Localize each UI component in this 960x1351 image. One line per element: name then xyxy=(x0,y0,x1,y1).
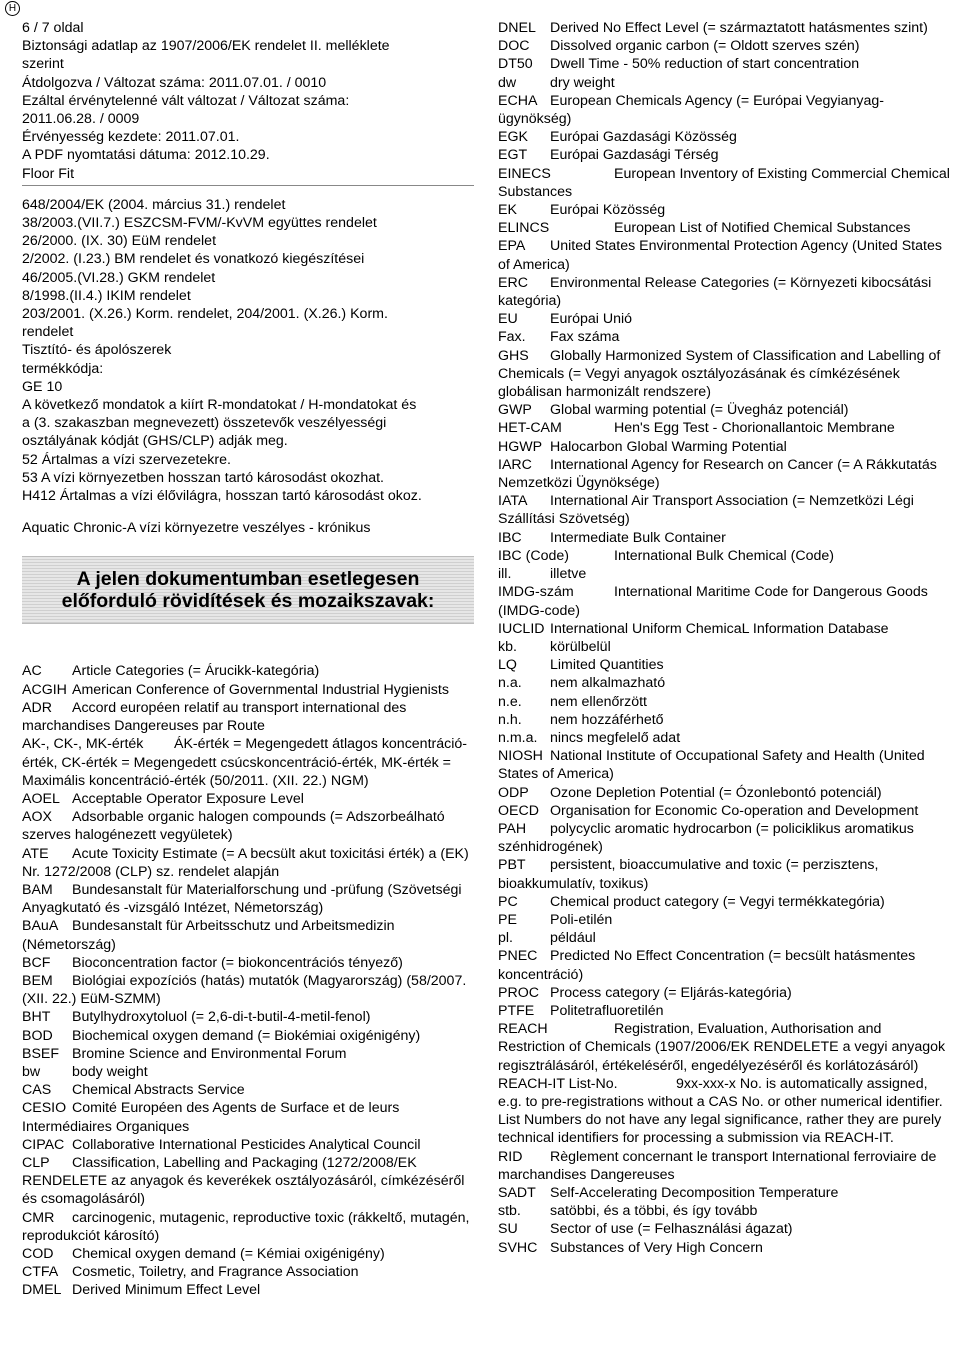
abbreviation-entry xyxy=(498,274,950,310)
abbreviation-definition: Self-Accelerating Decomposition Temperature xyxy=(550,1185,839,1201)
abbreviation-term: PROC xyxy=(498,984,539,1001)
abbreviation-term: n.h. xyxy=(498,711,522,728)
abbreviation-entry xyxy=(22,790,474,808)
abbreviation-definition: Adsorbable organic halogen compounds (= Adszorbeálható szerves halogénezett vegyületek) xyxy=(22,809,445,844)
abbreviation-definition: Process category (= Eljárás-kategória) xyxy=(550,984,792,1001)
abbreviation-term: BEM xyxy=(22,972,53,989)
abbreviation-term: DMEL xyxy=(22,1282,62,1299)
abbreviation-entry xyxy=(498,947,950,983)
abbreviation-definition: National Institute of Occupational Safety and Health (United States of America) xyxy=(498,748,925,783)
abbreviation-entry xyxy=(498,128,950,146)
abbreviation-entry xyxy=(498,984,950,1002)
regulation-line: 648/2004/EK (2004. március 31.) rendelet xyxy=(22,196,286,213)
abbreviation-entry xyxy=(22,808,474,844)
abbreviation-entry xyxy=(498,620,950,638)
abbreviation-term: RID xyxy=(498,1148,523,1165)
abbreviation-term: BAuA xyxy=(22,918,59,935)
abbreviation-definition: nem alkalmazható xyxy=(550,675,666,692)
abbreviation-term: CLP xyxy=(22,1154,50,1171)
abbreviation-entry xyxy=(498,146,950,164)
abbreviation-term: HET-CAM xyxy=(498,420,562,437)
product-code-value: GE 10 xyxy=(22,378,63,395)
abbreviation-entry xyxy=(498,638,950,656)
regulation-line: 46/2005.(VI.28.) GKM rendelet xyxy=(22,269,216,286)
abbreviation-entry xyxy=(22,662,474,680)
regulation-line: 8/1998.(II.4.) IKIM rendelet xyxy=(22,287,191,304)
abbreviation-term: BSEF xyxy=(22,1045,60,1062)
abbreviation-definition: Intermediate Bulk Container xyxy=(550,529,726,546)
abbreviation-definition: illetve xyxy=(550,566,587,583)
abbreviation-term: PC xyxy=(498,893,518,910)
abbreviation-definition: Chemical product category (= Vegyi termékkategória) xyxy=(550,893,885,910)
abbreviation-entry xyxy=(22,1008,474,1026)
abbreviation-entry xyxy=(498,856,950,892)
abbreviation-entry xyxy=(22,1136,474,1154)
abbreviation-term: stb. xyxy=(498,1203,521,1220)
abbreviation-term: pl. xyxy=(498,930,513,947)
abbreviation-entry xyxy=(22,972,474,1008)
left-column xyxy=(22,19,474,1300)
abbreviation-definition: Global warming potential (= Üvegház potenciál) xyxy=(550,402,849,419)
abbreviation-term: ill. xyxy=(498,566,512,583)
abbreviation-list-left xyxy=(22,662,474,1299)
abbreviation-definition: Substances of Very High Concern xyxy=(550,1239,763,1256)
abbreviation-term: kb. xyxy=(498,638,517,655)
abbreviation-term: IBC (Code) xyxy=(498,547,569,564)
abbreviation-term: DT50 xyxy=(498,56,533,73)
abbreviation-entry xyxy=(498,328,950,346)
header-line: szerint xyxy=(22,56,64,73)
abbreviation-entry xyxy=(22,845,474,881)
abbreviation-term: EGK xyxy=(498,129,528,146)
abbreviation-definition: Environmental Release Categories (= Környezeti kibocsátási kategória) xyxy=(498,274,932,310)
abbreviation-term: ELINCS xyxy=(498,220,550,237)
phrases-note: osztályának kódját (GHS/CLP) adják meg. xyxy=(22,433,288,450)
abbreviation-entry xyxy=(498,310,950,328)
header-line: Ezáltal érvénytelenné vált változat / Változat száma: xyxy=(22,92,350,109)
abbreviation-term: IUCLID xyxy=(498,620,545,637)
abbreviation-entry xyxy=(22,1099,474,1135)
abbreviation-term: EPA xyxy=(498,238,526,255)
abbreviation-term: AK-, CK-, MK-érték xyxy=(22,736,144,753)
abbreviation-definition: Limited Quantities xyxy=(550,657,664,674)
abbreviation-definition: Chemical Abstracts Service xyxy=(72,1082,245,1099)
abbreviation-entry xyxy=(498,747,950,783)
abbreviation-term: EINECS xyxy=(498,165,551,182)
abbreviation-entry xyxy=(498,911,950,929)
phrases-note: a (3. szakaszban megnevezett) összetevők veszélyességi xyxy=(22,415,387,432)
abbreviation-definition: Acceptable Operator Exposure Level xyxy=(72,790,304,807)
abbreviation-entry xyxy=(498,729,950,747)
abbreviation-definition: nem hozzáférhető xyxy=(550,711,664,728)
abbreviation-definition: European List of Notified Chemical Substances xyxy=(614,220,911,237)
abbreviation-definition: International Bulk Chemical (Code) xyxy=(614,547,835,564)
abbreviation-entry xyxy=(498,929,950,947)
regulation-line: 26/2000. (IX. 30) EüM rendelet xyxy=(22,233,217,250)
abbreviation-entry xyxy=(22,881,474,917)
abbreviation-definition: nem ellenőrzött xyxy=(550,693,647,710)
abbreviation-definition: Európai Gazdasági Közösség xyxy=(550,129,737,146)
right-column xyxy=(498,19,950,1257)
abbreviation-term: HGWP xyxy=(498,438,543,455)
regulation-line: rendelet xyxy=(22,324,74,341)
abbreviation-entry xyxy=(498,74,950,92)
abbreviation-term: PE xyxy=(498,911,517,928)
abbreviation-term: IARC xyxy=(498,456,532,473)
abbreviation-entry xyxy=(498,547,950,565)
abbreviation-definition: Bundesanstalt für Materialforschung und -prüfung (Szövetségi Anyagkutató és -vizsgáló Intézet, Németország) xyxy=(22,881,462,917)
abbreviation-definition: Biológiai expozíciós (hatás) mutatók (Magyarország) (58/2007. (XII. 22.) EüM-SZMM) xyxy=(22,972,467,1008)
abbreviation-term: PAH xyxy=(498,820,527,837)
abbreviation-entry xyxy=(22,699,474,735)
abbreviation-entry xyxy=(498,711,950,729)
abbreviation-entry xyxy=(498,237,950,273)
abbreviation-definition: Fax száma xyxy=(550,329,620,346)
abbreviation-definition: body weight xyxy=(72,1063,148,1080)
header-line: Biztonsági adatlap az 1907/2006/EK rendelet II. melléklete xyxy=(22,38,390,55)
abbreviation-entry xyxy=(498,1075,950,1148)
abbreviation-definition: Bioconcentration factor (= biokoncentrációs tényező) xyxy=(72,954,403,971)
abbreviation-definition: körülbelül xyxy=(550,638,611,655)
abbreviation-term: BAM xyxy=(22,881,53,898)
abbreviation-entry xyxy=(498,1220,950,1238)
abbreviation-term: PBT xyxy=(498,857,526,874)
abbreviation-definition: Butylhydroxytoluol (= 2,6-di-t-butil-4-metil-fenol) xyxy=(72,1009,371,1026)
abbreviation-entry xyxy=(22,1154,474,1209)
phrases-note: A következő mondatok a kiírt R-mondatokat / H-mondatokat és xyxy=(22,397,417,414)
abbreviation-definition: például xyxy=(550,930,596,947)
regulation-line: 203/2001. (X.26.) Korm. rendelet, 204/2001. (X.26.) Korm. xyxy=(22,306,388,323)
regulation-line: 2/2002. (I.23.) BM rendelet és vonatkozó kiegészítései xyxy=(22,251,365,268)
abbreviation-definition: Ozone Depletion Potential (= Ózonlebontó potenciál) xyxy=(550,784,882,801)
abbreviation-definition: Derived No Effect Level (= származtatott hatásmentes szint) xyxy=(550,20,928,36)
abbreviation-term: LQ xyxy=(498,657,517,674)
abbreviation-entry xyxy=(498,219,950,237)
abbreviation-term: AOX xyxy=(22,809,52,826)
abbreviation-entry xyxy=(498,1239,950,1257)
abbreviation-entry xyxy=(498,583,950,619)
abbreviation-definition: Classification, Labelling and Packaging (1272/2008/EK RENDELETE az anyagok és keverékek osztályozásáról, címkézéséről és csomagolásáról) xyxy=(22,1154,465,1208)
abbreviation-definition: Poli-etilén xyxy=(550,911,613,928)
abbreviation-entry xyxy=(498,529,950,547)
abbreviation-definition: European Inventory of Existing Commercial Chemical Substances xyxy=(498,165,950,200)
abbreviation-term: IATA xyxy=(498,493,528,510)
abbreviation-term: CAS xyxy=(22,1082,52,1099)
header-divider xyxy=(22,185,474,186)
abbreviation-entry xyxy=(22,1045,474,1063)
abbreviation-definition: Predicted No Effect Concentration (= becsült hatásmentes koncentráció) xyxy=(498,948,916,983)
abbreviation-definition: Dwell Time - 50% reduction of start concentration xyxy=(550,56,860,73)
abbreviation-entry xyxy=(498,456,950,492)
abbreviation-term: ACGIH xyxy=(22,681,67,698)
abbreviation-term: n.e. xyxy=(498,693,522,710)
abbreviation-term: OECD xyxy=(498,802,539,819)
abbreviation-term: REACH xyxy=(498,1021,548,1038)
revision-line: Átdolgozva / Változat száma: 2011.07.01. / 0010 xyxy=(22,74,327,91)
abbreviation-term: GWP xyxy=(498,402,532,419)
abbreviation-term: AC xyxy=(22,663,42,680)
abbreviation-definition: American Conference of Governmental Industrial Hygienists xyxy=(72,681,449,698)
abbreviation-term: Fax. xyxy=(498,329,526,346)
abbreviation-definition: satöbbi, és a többi, és így tovább xyxy=(550,1203,758,1220)
abbreviation-term: ATE xyxy=(22,845,49,862)
abbreviation-definition: Accord européen relatif au transport international des marchandises Dangereuses par Route xyxy=(22,699,407,735)
abbreviation-definition: Európai Közösség xyxy=(550,202,666,219)
abbreviation-entry xyxy=(22,1209,474,1245)
abbreviation-definition: Európai Gazdasági Térség xyxy=(550,147,719,164)
abbreviation-entry xyxy=(22,954,474,972)
abbreviation-definition: Organisation for Economic Co-operation and Development xyxy=(550,802,919,819)
abbreviation-definition: Acute Toxicity Estimate (= A becsült akut toxicitási érték) a (EK) Nr. 1272/2008 (CLP) sz. rendelet alapján xyxy=(22,845,469,880)
abbreviation-entry xyxy=(498,565,950,583)
abbreviation-entry xyxy=(22,681,474,699)
abbreviation-term: CIPAC xyxy=(22,1136,65,1153)
abbreviation-term: ERC xyxy=(498,274,528,291)
abbreviation-term: PNEC xyxy=(498,948,538,965)
abbreviation-definition: Bromine Science and Environmental Forum xyxy=(72,1045,347,1062)
abbreviation-term: BHT xyxy=(22,1009,51,1026)
abbreviation-entry xyxy=(498,893,950,911)
abbreviation-entry xyxy=(22,735,474,790)
abbreviation-definition: Article Categories (= Árucikk-kategória) xyxy=(72,663,320,680)
abbreviation-definition: Európai Unió xyxy=(550,311,633,328)
abbreviation-entry xyxy=(498,92,950,128)
abbreviation-entry xyxy=(498,201,950,219)
page-number: 6 / 7 oldal xyxy=(22,20,84,36)
abbreviation-entry xyxy=(498,1184,950,1202)
abbreviation-term: BCF xyxy=(22,954,51,971)
abbreviation-definition: Biochemical oxygen demand (= Biokémiai oxigénigény) xyxy=(72,1027,421,1044)
abbreviation-entry xyxy=(498,19,950,37)
abbreviation-entry xyxy=(22,1245,474,1263)
abbreviation-definition: European Chemicals Agency (= Európai Vegyianyag-ügynökség) xyxy=(498,92,885,128)
abbreviation-definition: polycyclic aromatic hydrocarbon (= policiklikus aromatikus szénhidrogének) xyxy=(498,820,914,856)
regulations-block xyxy=(22,196,474,538)
abbreviation-entry xyxy=(498,1002,950,1020)
abbreviation-definition: Règlement concernant le transport International ferroviaire de marchandises Dangereuses xyxy=(498,1148,937,1183)
document-header xyxy=(22,19,474,183)
abbreviation-entry xyxy=(22,1263,474,1281)
abbreviation-entry xyxy=(498,37,950,55)
abbreviation-term: CTFA xyxy=(22,1264,59,1281)
product-code-label: termékkódja: xyxy=(22,360,104,377)
abbreviation-definition: Halocarbon Global Warming Potential xyxy=(550,438,787,455)
abbreviation-term: COD xyxy=(22,1245,54,1262)
abbreviation-term: REACH-IT List-No. xyxy=(498,1075,618,1092)
abbreviation-term: SU xyxy=(498,1221,518,1238)
abbreviation-definition: International Maritime Code for Dangerous Goods (IMDG-code) xyxy=(498,584,928,619)
abbreviation-definition: Derived Minimum Effect Level xyxy=(72,1282,261,1299)
abbreviation-definition: Collaborative International Pesticides Analytical Council xyxy=(72,1136,421,1153)
abbreviation-definition: carcinogenic, mutagenic, reproductive toxic (rákkeltő, mutagén, reprodukciót károsító) xyxy=(22,1209,470,1244)
abbreviation-definition: persistent, bioaccumulative and toxic (= perzisztens, bioakkumulatív, toxikus) xyxy=(498,857,879,892)
validity-line: Érvényesség kezdete: 2011.07.01. xyxy=(22,129,240,146)
abbreviation-entry xyxy=(22,1063,474,1081)
abbreviation-entry xyxy=(498,674,950,692)
abbreviation-entry xyxy=(498,1202,950,1220)
abbreviation-term: GHS xyxy=(498,347,529,364)
abbreviation-entry xyxy=(498,492,950,528)
abbreviation-term: EGT xyxy=(498,147,528,164)
abbreviation-definition: Comité Européen des Agents de Surface et de leurs Intermédiaires Organiques xyxy=(22,1100,400,1135)
aquatic-classification: Aquatic Chronic-A vízi környezetre veszélyes - krónikus xyxy=(22,520,371,537)
product-category-label: Tisztító- és ápolószerek xyxy=(22,342,172,359)
abbreviation-term: EU xyxy=(498,311,518,328)
abbreviation-term: CESIO xyxy=(22,1100,67,1117)
abbreviation-term: DNEL xyxy=(498,20,536,36)
abbreviation-definition: Bundesanstalt für Arbeitsschutz und Arbeitsmedizin (Németország) xyxy=(22,918,395,953)
abbreviation-entry xyxy=(22,1281,474,1299)
abbreviation-definition: International Agency for Research on Cancer (= A Rákkutatás Nemzetközi Ügynöksége) xyxy=(498,456,937,492)
abbreviation-definition: Chemical oxygen demand (= Kémiai oxigénigény) xyxy=(72,1245,385,1262)
abbreviation-entry xyxy=(498,802,950,820)
abbreviation-term: EK xyxy=(498,202,517,219)
abbreviation-entry xyxy=(498,820,950,856)
abbreviation-definition: Globally Harmonized System of Classification and Labelling of Chemicals (= Vegyi anyagok osztályozásának és címkézésének globálisan harmonizált rendszere) xyxy=(498,347,941,401)
abbreviation-entry xyxy=(498,693,950,711)
abbreviation-term: PTFE xyxy=(498,1002,535,1019)
abbreviation-definition: ÁK-érték = Megengedett átlagos koncentráció-érték, CK-érték = Megengedett csúcskoncentráció-érték, MK-érték = Maximális koncentráció-érték (50/2011. (XII. 22.) NGM) xyxy=(22,736,467,789)
abbreviations-heading xyxy=(22,568,474,612)
abbreviation-term: AOEL xyxy=(22,790,60,807)
abbreviation-term: BOD xyxy=(22,1027,53,1044)
abbreviation-definition: Dissolved organic carbon (= Oldott szerves szén) xyxy=(550,38,860,55)
print-date-line: A PDF nyomtatási dátuma: 2012.10.29. xyxy=(22,147,270,164)
r-phrase: 53 A vízi környezetben hosszan tartó károsodást okozhat. xyxy=(22,469,384,486)
abbreviation-definition: Politetrafluoretilén xyxy=(550,1002,664,1019)
abbreviation-entry xyxy=(498,401,950,419)
abbreviation-entry xyxy=(22,1027,474,1045)
abbreviation-definition: dry weight xyxy=(550,74,615,91)
abbreviation-term: bw xyxy=(22,1063,41,1080)
abbreviation-definition: Hen's Egg Test - Chorionallantoic Membrane xyxy=(614,420,895,437)
abbreviation-entry xyxy=(498,1020,950,1075)
regulation-line: 38/2003.(VII.7.) ESZCSM-FVM/-KvVM együttes rendelet xyxy=(22,215,377,232)
abbreviation-list-right xyxy=(498,19,950,1257)
abbreviation-definition: Cosmetic, Toiletry, and Fragrance Association xyxy=(72,1264,359,1281)
abbreviation-term: DOC xyxy=(498,38,530,55)
abbreviation-term: IBC xyxy=(498,529,522,546)
abbreviation-term: NIOSH xyxy=(498,748,543,765)
header-line: 2011.06.28. / 0009 xyxy=(22,111,140,128)
heading-line: előforduló rövidítések és mozaikszavak: xyxy=(61,590,435,613)
abbreviation-entry xyxy=(498,438,950,456)
abbreviation-term: ADR xyxy=(22,699,52,716)
abbreviation-entry xyxy=(498,55,950,73)
abbreviation-definition: International Air Transport Association (= Nemzetközi Légi Szállítási Szövetség) xyxy=(498,493,914,528)
heading-line: A jelen dokumentumban esetlegesen xyxy=(76,568,420,591)
abbreviation-definition: Registration, Evaluation, Authorisation and Restriction of Chemicals (1907/2006/EK RENDELETE a vegyi anyagok regisztrálásáról, értékeléséről, engedélyezéséről és korlátozásáról) xyxy=(498,1021,946,1074)
abbreviation-term: dw xyxy=(498,74,517,91)
h-phrase: H412 Ártalmas a vízi élővilágra, hosszan tartó károsodást okoz. xyxy=(22,488,422,505)
abbreviation-term: CMR xyxy=(22,1209,55,1226)
abbreviation-entry xyxy=(498,419,950,437)
abbreviation-term: n.a. xyxy=(498,675,522,692)
abbreviation-entry xyxy=(22,917,474,953)
abbreviation-term: n.m.a. xyxy=(498,729,538,746)
abbreviation-entry xyxy=(498,165,950,201)
product-name: Floor Fit xyxy=(22,165,75,182)
abbreviation-term: SVHC xyxy=(498,1239,538,1256)
abbreviation-definition: United States Environmental Protection Agency (United States of America) xyxy=(498,238,942,273)
abbreviation-definition: 9xx-xxx-x No. is automatically assigned, e.g. to pre-registrations without a CAS No. or other numerical identifier. List Numbers do not have any legal significance, rather they are purely technical identifiers for processing a submission via REACH-IT. xyxy=(498,1075,943,1147)
abbreviation-entry xyxy=(498,784,950,802)
abbreviation-entry xyxy=(22,1081,474,1099)
abbreviation-entry xyxy=(498,656,950,674)
abbreviation-term: ODP xyxy=(498,784,529,801)
abbreviation-entry xyxy=(498,347,950,402)
abbreviation-definition: International Uniform ChemicaL Information Database xyxy=(550,620,889,637)
abbreviation-definition: Sector of use (= Felhasználási ágazat) xyxy=(550,1221,793,1238)
abbreviation-term: SADT xyxy=(498,1185,536,1201)
abbreviation-definition: nincs megfelelő adat xyxy=(550,729,681,746)
r-phrase: 52 Ártalmas a vízi szervezetekre. xyxy=(22,451,231,468)
abbreviation-term: ECHA xyxy=(498,92,538,109)
abbreviation-entry xyxy=(498,1148,950,1184)
page-marker-badge: H xyxy=(5,1,20,16)
abbreviations-banner xyxy=(22,556,474,624)
abbreviation-term: IMDG-szám xyxy=(498,584,574,601)
